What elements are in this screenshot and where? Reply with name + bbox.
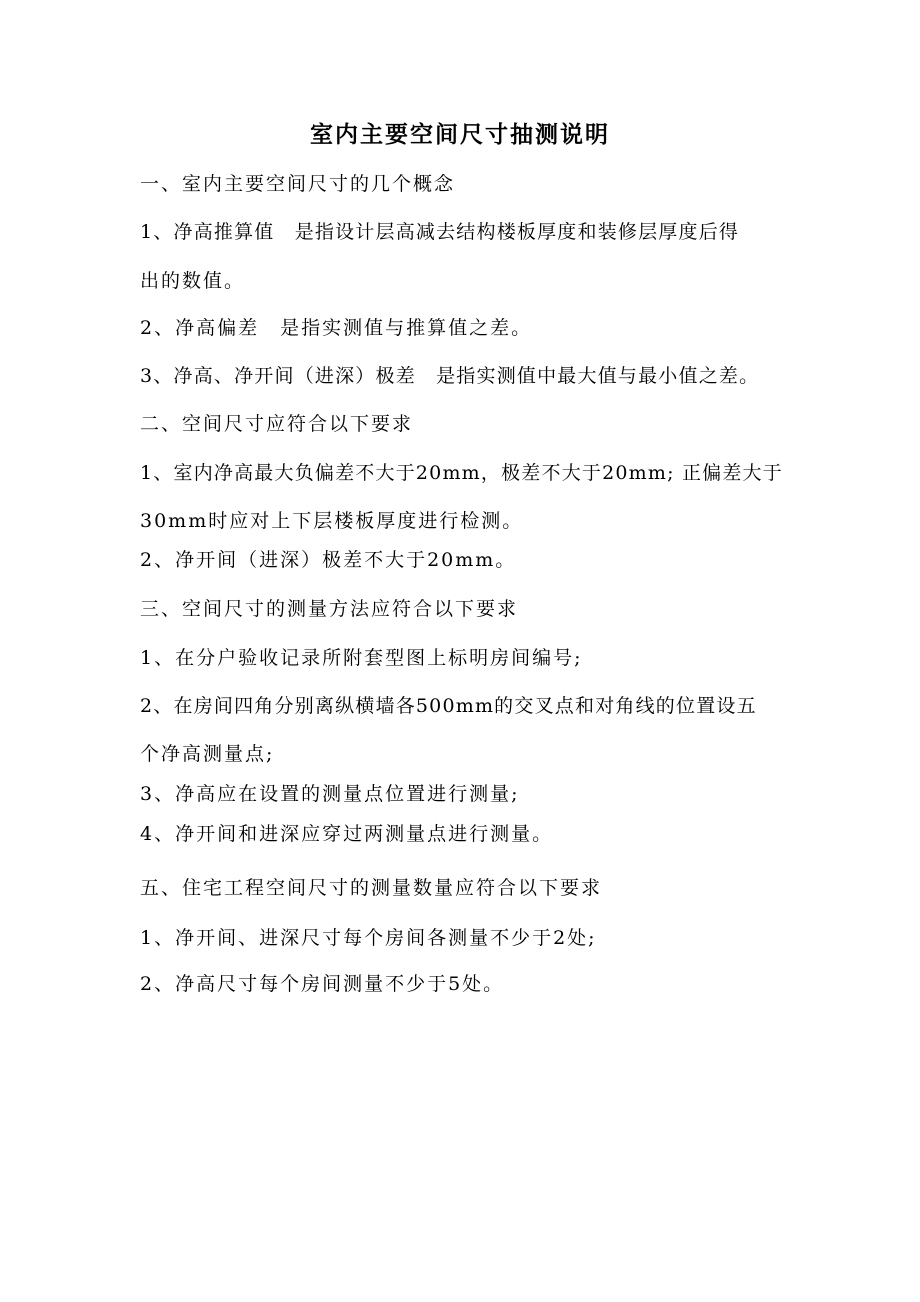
paragraph-line: 3、净高、净开间（进深）极差 是指实测值中最大值与最小值之差。 [140, 365, 760, 387]
section-heading-concepts: 一、室内主要空间尺寸的几个概念 [140, 173, 456, 195]
paragraph-line: 30mm时应对上下层楼板厚度进行检测。 [140, 510, 524, 532]
document-title: 室内主要空间尺寸抽测说明 [310, 121, 610, 148]
paragraph-line: 2、净高偏差 是指实测值与推算值之差。 [140, 317, 533, 339]
paragraph-line: 2、在房间四角分别离纵横墙各500mm的交叉点和对角线的位置设五 [140, 695, 757, 717]
section-heading-requirements: 二、空间尺寸应符合以下要求 [140, 413, 414, 435]
paragraph-line: 1、净开间、进深尺寸每个房间各测量不少于2处; [140, 927, 597, 949]
paragraph-line: 个净高测量点; [140, 743, 275, 765]
paragraph-line: 2、净开间（进深）极差不大于20mm。 [140, 549, 517, 571]
paragraph-line: 1、室内净高最大负偏差不大于20mm，极差不大于20mm; 正偏差大于 [140, 462, 783, 484]
section-heading-methods: 三、空间尺寸的测量方法应符合以下要求 [140, 598, 519, 620]
paragraph-line: 2、净高尺寸每个房间测量不少于5处。 [140, 973, 505, 995]
paragraph-line: 1、在分户验收记录所附套型图上标明房间编号; [140, 647, 583, 669]
paragraph-line: 1、净高推算值 是指设计层高减去结构楼板厚度和装修层厚度后得 [140, 221, 740, 243]
paragraph-line: 出的数值。 [140, 270, 246, 292]
section-heading-quantity: 五、住宅工程空间尺寸的测量数量应符合以下要求 [140, 877, 603, 899]
paragraph-line: 3、净高应在设置的测量点位置进行测量; [140, 783, 520, 805]
paragraph-line: 4、净开间和进深应穿过两测量点进行测量。 [140, 823, 554, 845]
